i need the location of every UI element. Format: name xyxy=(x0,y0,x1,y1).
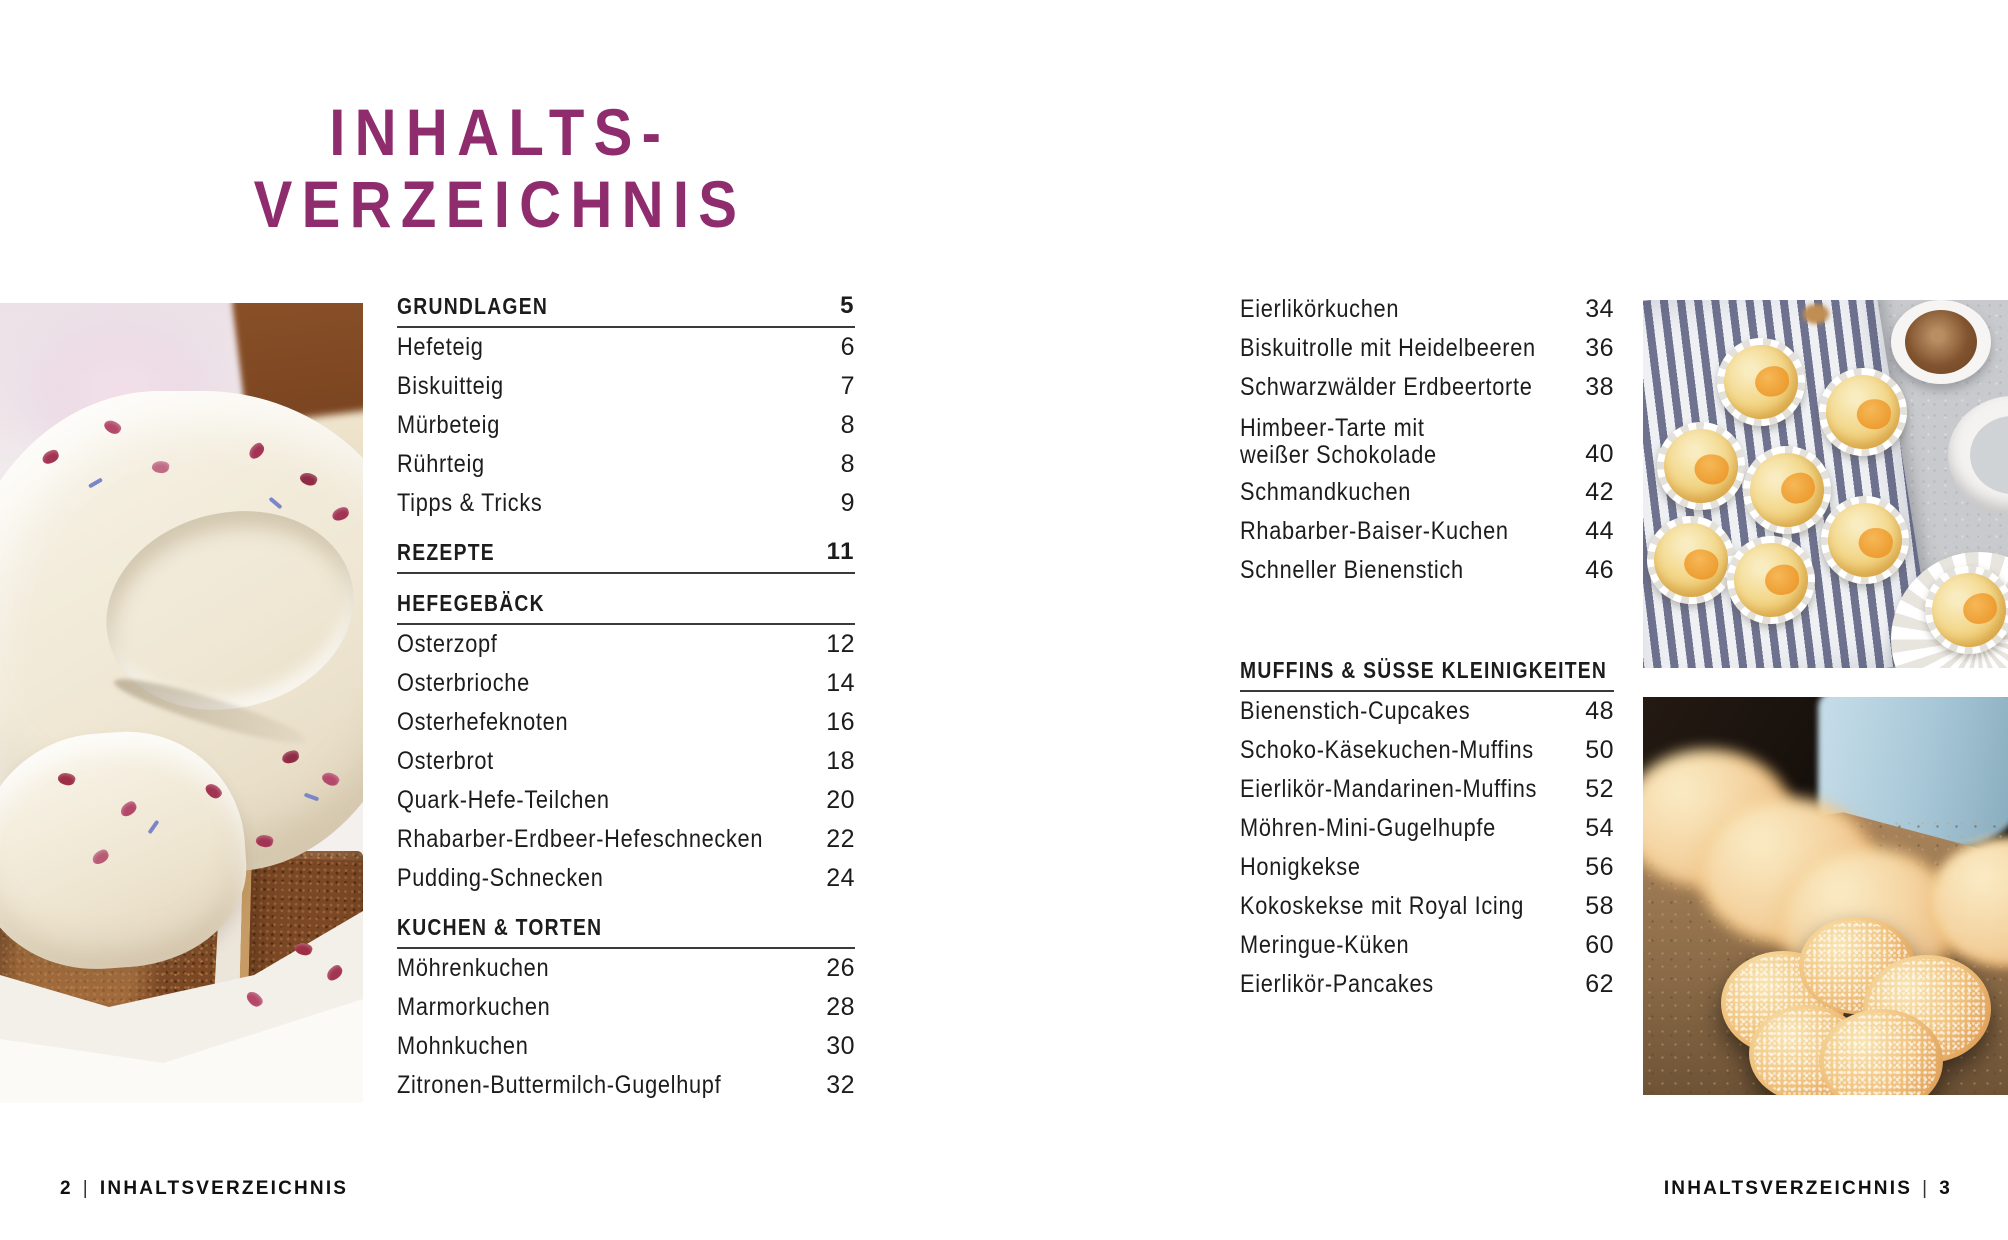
toc-entry[interactable] xyxy=(1240,290,1614,329)
entry-label: Quark-Hefe-Teilchen xyxy=(397,786,610,814)
toc-entry[interactable] xyxy=(1240,965,1614,1004)
toc-entry[interactable] xyxy=(397,820,855,859)
entry-page-number: 30 xyxy=(826,1032,855,1060)
section-heading-label: GRUNDLAGEN xyxy=(397,293,549,319)
toc-entry[interactable] xyxy=(397,664,855,703)
entry-page-number: 52 xyxy=(1585,775,1614,803)
sugared-bun-knots-photo xyxy=(1643,697,2008,1095)
entry-page-number: 38 xyxy=(1585,373,1614,401)
toc-section xyxy=(397,911,855,1105)
toc-entry[interactable] xyxy=(1240,692,1614,731)
entry-label-line2: weißer Schokolade xyxy=(1240,441,1437,469)
entry-label: Honigkekse xyxy=(1240,853,1361,881)
entry-label: Bienenstich-Cupcakes xyxy=(1240,697,1471,725)
toc-entry[interactable] xyxy=(397,406,855,445)
section-heading-label: MUFFINS & SÜSSE KLEINIGKEITEN xyxy=(1240,657,1608,683)
entry-label: Eierlikör-Mandarinen-Muffins xyxy=(1240,775,1538,803)
muffin xyxy=(1917,558,2008,662)
entry-page-number: 8 xyxy=(840,411,855,439)
footer-right xyxy=(1664,1178,1952,1200)
toc-entry[interactable] xyxy=(1240,407,1614,473)
section-page-number: 5 xyxy=(840,292,855,319)
section-page-number: 11 xyxy=(826,538,855,565)
section-heading-label: REZEPTE xyxy=(397,539,495,565)
entry-label: Osterzopf xyxy=(397,630,498,658)
entry-label: Tipps & Tricks xyxy=(397,489,543,517)
toc-entry[interactable] xyxy=(397,625,855,664)
entry-label xyxy=(1240,415,1437,469)
section-heading xyxy=(1240,654,1614,692)
page-title-line1: INHALTS- xyxy=(329,95,671,169)
entry-page-number: 62 xyxy=(1585,970,1614,998)
entry-label: Möhren-Mini-Gugelhupfe xyxy=(1240,814,1496,842)
section-heading xyxy=(397,290,855,328)
toc-entry[interactable] xyxy=(1240,551,1614,590)
entry-page-number: 26 xyxy=(826,954,855,982)
toc-entry[interactable] xyxy=(1240,512,1614,551)
muffin xyxy=(1815,364,1912,461)
muffin-layer xyxy=(1643,300,2008,668)
entry-page-number: 22 xyxy=(826,825,855,853)
entry-page-number: 18 xyxy=(826,747,855,775)
entry-page-number: 36 xyxy=(1585,334,1614,362)
entry-page-number: 34 xyxy=(1585,295,1614,323)
entry-label: Biskuitrolle mit Heidelbeeren xyxy=(1240,334,1536,362)
entry-page-number: 58 xyxy=(1585,892,1614,920)
toc-section xyxy=(397,536,855,574)
muffin xyxy=(1723,532,1820,629)
bun-layer xyxy=(1643,697,2008,1095)
carrot-cake-photo xyxy=(0,303,363,1103)
entry-page-number: 14 xyxy=(826,669,855,697)
entry-page-number: 24 xyxy=(826,864,855,892)
fallen-petal-layer xyxy=(0,303,363,1103)
toc-entry[interactable] xyxy=(1240,329,1614,368)
entry-page-number: 9 xyxy=(840,489,855,517)
toc-entry[interactable] xyxy=(397,445,855,484)
footer-left-page-number: 2 xyxy=(60,1178,73,1199)
toc-entry[interactable] xyxy=(397,367,855,406)
entry-page-number: 48 xyxy=(1585,697,1614,725)
entry-label: Schoko-Käsekuchen-Muffins xyxy=(1240,736,1534,764)
toc-entry[interactable] xyxy=(1240,731,1614,770)
entry-label: Rhabarber-Erdbeer-Hefeschnecken xyxy=(397,825,764,853)
toc-entry[interactable] xyxy=(397,703,855,742)
entry-page-number: 32 xyxy=(826,1071,855,1099)
toc-entry[interactable] xyxy=(1240,473,1614,512)
entry-label: Hefeteig xyxy=(397,333,484,361)
footer-separator: | xyxy=(82,1178,90,1199)
mandarin-muffins-photo xyxy=(1643,300,2008,668)
muffin xyxy=(1814,489,1916,591)
toc-left-column xyxy=(397,290,855,1105)
toc-entry[interactable] xyxy=(397,781,855,820)
section-heading-label: KUCHEN & TORTEN xyxy=(397,914,603,940)
toc-right-column xyxy=(1240,290,1614,1004)
toc-entry[interactable] xyxy=(397,328,855,367)
entry-label: Osterbrot xyxy=(397,747,494,775)
entry-page-number: 6 xyxy=(840,333,855,361)
toc-entry[interactable] xyxy=(397,1066,855,1105)
entry-page-number: 54 xyxy=(1585,814,1614,842)
section-heading xyxy=(397,536,855,574)
entry-page-number: 50 xyxy=(1585,736,1614,764)
entry-label: Mohnkuchen xyxy=(397,1032,529,1060)
toc-entry[interactable] xyxy=(1240,887,1614,926)
section-heading xyxy=(397,587,855,625)
toc-entry[interactable] xyxy=(1240,770,1614,809)
entry-label: Schmandkuchen xyxy=(1240,478,1412,506)
entry-label: Rührteig xyxy=(397,450,485,478)
toc-entry[interactable] xyxy=(1240,848,1614,887)
entry-label: Biskuitteig xyxy=(397,372,504,400)
muffin xyxy=(1711,332,1810,431)
footer-separator: | xyxy=(1922,1178,1930,1199)
toc-entry[interactable] xyxy=(1240,368,1614,407)
toc-entry[interactable] xyxy=(1240,926,1614,965)
foreground-sugar-bun-knot xyxy=(1721,909,1971,1095)
footer-right-label: INHALTSVERZEICHNIS xyxy=(1663,1178,1913,1199)
toc-entry[interactable] xyxy=(397,484,855,523)
toc-section xyxy=(1240,654,1614,1004)
entry-label: Mürbeteig xyxy=(397,411,500,439)
entry-page-number: 44 xyxy=(1585,517,1614,545)
entry-page-number: 12 xyxy=(826,630,855,658)
section-heading xyxy=(397,911,855,949)
entry-label: Osterbrioche xyxy=(397,669,530,697)
entry-label: Kokoskekse mit Royal Icing xyxy=(1240,892,1525,920)
entry-label: Eierlikör-Pancakes xyxy=(1240,970,1434,998)
toc-entry[interactable] xyxy=(397,988,855,1027)
page-title xyxy=(120,96,880,240)
page-title-line2: VERZEICHNIS xyxy=(253,167,747,241)
entry-label: Meringue-Küken xyxy=(1240,931,1410,959)
toc-entry[interactable] xyxy=(397,859,855,898)
toc-entry[interactable] xyxy=(1240,809,1614,848)
entry-page-number: 16 xyxy=(826,708,855,736)
entry-label: Eierlikörkuchen xyxy=(1240,295,1400,323)
toc-entry[interactable] xyxy=(397,742,855,781)
entry-label: Osterhefeknoten xyxy=(397,708,569,736)
entry-page-number: 56 xyxy=(1585,853,1614,881)
fallen-rose-petal xyxy=(293,940,313,957)
entry-label-line1: Himbeer-Tarte mit xyxy=(1240,414,1425,442)
footer-left-label: INHALTSVERZEICHNIS xyxy=(99,1178,349,1199)
entry-label: Pudding-Schnecken xyxy=(397,864,604,892)
entry-page-number: 42 xyxy=(1585,478,1614,506)
entry-label: Schwarzwälder Erdbeertorte xyxy=(1240,373,1533,401)
footer-right-page-number: 3 xyxy=(1939,1178,1952,1199)
entry-page-number: 20 xyxy=(826,786,855,814)
entry-label: Marmorkuchen xyxy=(397,993,551,1021)
toc-section xyxy=(397,290,855,523)
entry-page-number: 7 xyxy=(840,372,855,400)
fallen-rose-petal xyxy=(324,963,345,983)
toc-entry[interactable] xyxy=(397,1027,855,1066)
toc-section xyxy=(397,587,855,898)
fallen-rose-petal xyxy=(244,989,264,1010)
entry-label: Rhabarber-Baiser-Kuchen xyxy=(1240,517,1509,545)
footer-left xyxy=(60,1178,348,1200)
entry-page-number: 40 xyxy=(1585,440,1614,468)
entry-page-number: 8 xyxy=(840,450,855,478)
entry-page-number: 28 xyxy=(826,993,855,1021)
entry-page-number: 46 xyxy=(1585,556,1614,584)
toc-section xyxy=(1240,290,1614,590)
entry-label: Schneller Bienenstich xyxy=(1240,556,1464,584)
entry-page-number: 60 xyxy=(1585,931,1614,959)
toc-entry[interactable] xyxy=(397,949,855,988)
section-heading-label: HEFEGEBÄCK xyxy=(397,590,545,616)
entry-label: Möhrenkuchen xyxy=(397,954,550,982)
entry-label: Zitronen-Buttermilch-Gugelhupf xyxy=(397,1071,722,1099)
